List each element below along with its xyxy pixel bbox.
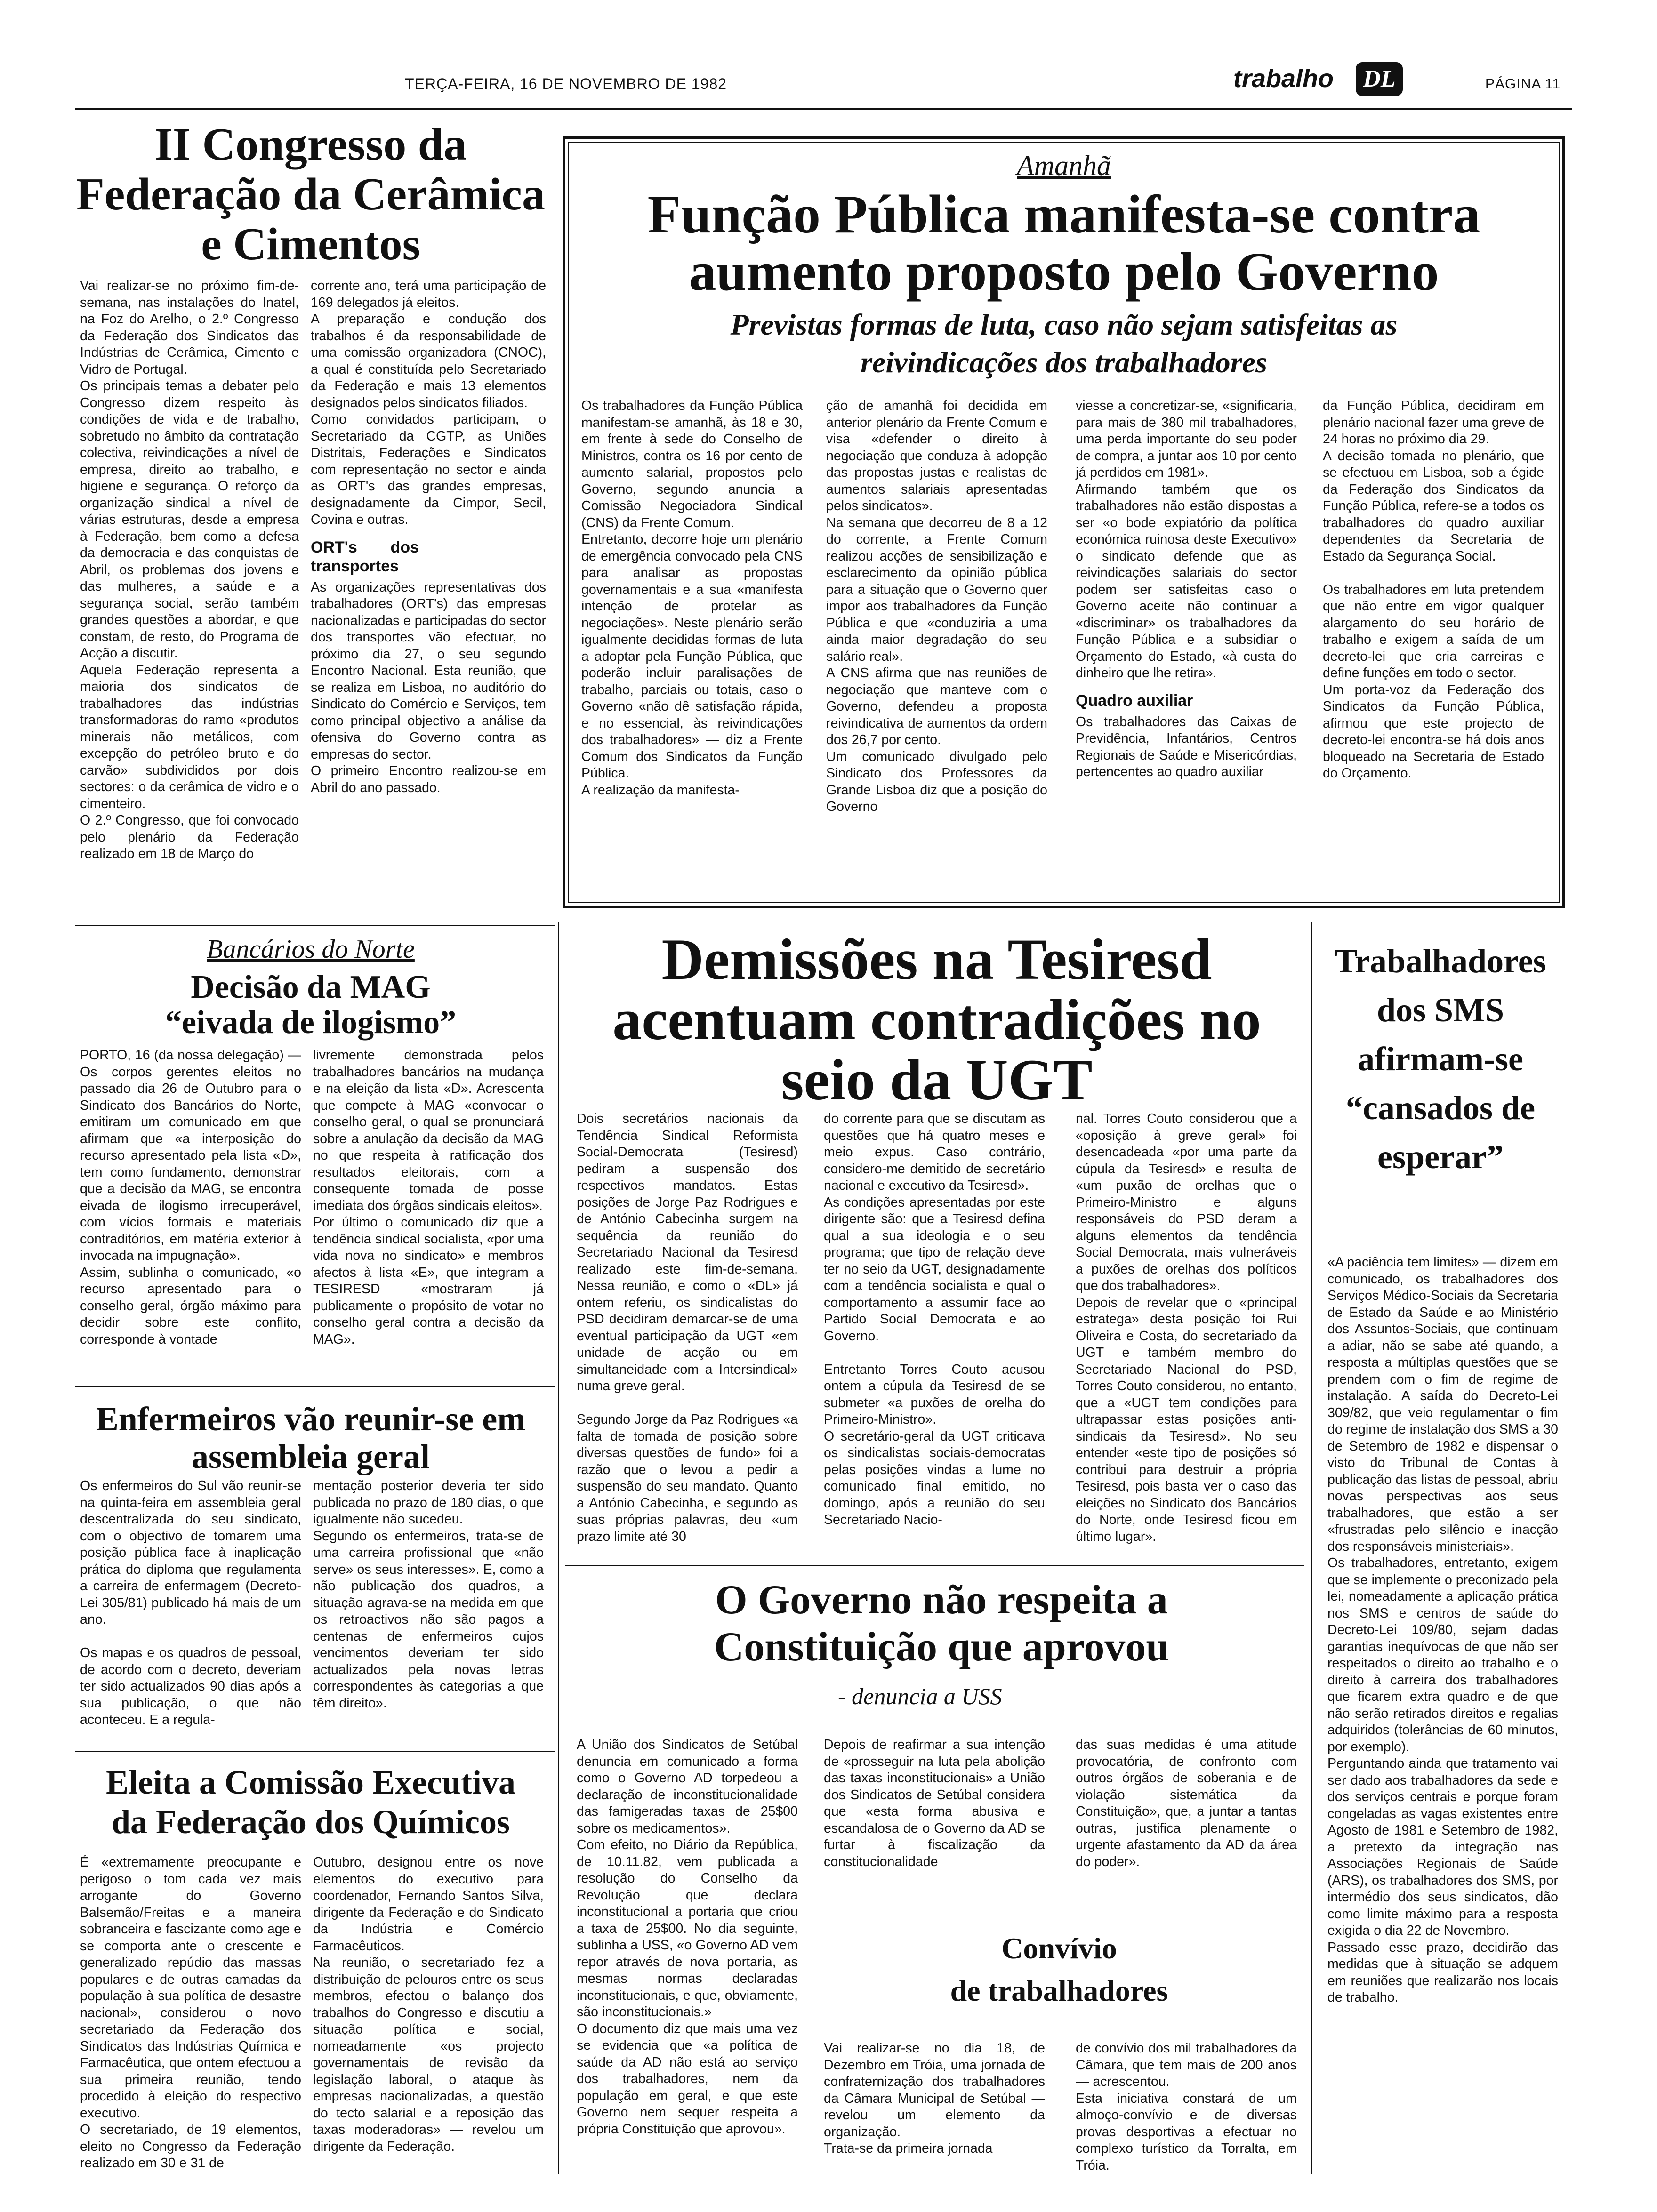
headline-quimicos: Eleita a Comissão Executiva da Federação dos Químicos <box>106 1763 515 1841</box>
a3-kicker: Bancários do Norte <box>207 935 415 964</box>
column-rule-right <box>1311 922 1312 2174</box>
section-name: trabalho <box>1233 64 1334 93</box>
headline-convivio-2: de trabalhadores <box>950 1974 1168 2007</box>
headline-constituicao: O Governo não respeita a Constituição que aprovou <box>714 1577 1169 1670</box>
a2-col1: Os trabalhadores da Função Pública manifestam-se amanhã, às 18 e 30, em frente à sede do Conselho de Ministros, contra os 16 por cento de aumento salarial, propostos pelo Governo, segundo anuncia a Comissão Negociadora Sindical (CNS) da Frente Comum. Entretanto, decorre hoje um plenário de emergência convocado pela CNS para analisar as propostas governamentais e a sua «manifesta intenção de protelar as negociações». Neste plenário serão igualmente decididas formas de luta a adoptar pela Função Pública, que poderão incluir paralisações de trabalho, parciais ou totais, caso o Governo «não dê satisfação rápida, e no essencial, às reivindicações dos trabalhadores» — diz a Frente Comum dos Sindicatos da Função Pública. A realização da manifesta- <box>581 398 803 798</box>
a6-col3: nal. Torres Couto considerou que a «oposição à greve geral» foi desencadeada «por uma parte da cúpula da Tesiresd» e resulta de «um puxão de orelhas que o Primeiro-Ministro e alguns responsáveis do PSD deram a alguns elementos da tendência Social Democrata, mais vulneráveis a puxões de orelhas dos políticos que dos trabalhadores». Depois de revelar que o «principal estratega» desta posição foi Rui Oliveira e Costa, do secretariado da UGT e também membro do Secretariado Nacional do PSD, Torres Couto considerou, no entanto, que a «UGT tem condições para ultrapassar estas posições anti-sindicais da Tesiresd». No seu entender «este tipo de posições só contribui para destruir a própria Tesiresd, pois basta ver o caso das eleições no Sindicato dos Bancários do Norte, onde Tesiresd ficou em último lugar». <box>1076 1111 1297 1544</box>
a6-col1: Dois secretários nacionais da Tendência Sindical Reformista Social-Democrata (Tesiresd) pediram a suspensão dos respectivos mandatos. Estas posições de Jorge Paz Rodrigues e de António Cabecinha surgem na sequência da reunião do Secretariado Nacional da Tesiresd realizado este fim-de-semana. Nessa reunião, e como o «DL» já ontem referiu, os sindicalistas do PSD decidiram demarcar-se de uma eventual participação da UGT «em unidade de acção ou em simultaneidade com a Intersindical» numa greve geral. Segundo Jorge da Paz Rodrigues «a falta de tomada de posição sobre diversas questões de fundo» foi a razão que o levou a pedir a suspensão do seu mandato. Quanto a António Cabecinha, e segundo as suas próprias palavras, deu «um prazo limite até 30 <box>577 1111 798 1544</box>
page-number: PÁGINA 11 <box>1485 76 1561 92</box>
a2-col2: ção de amanhã foi decidida em anterior plenário da Frente Comum e visa «defender o direito à negociação que conduza à adopção das propostas justas e realistas de aumentos salariais apresentadas pelos sindicatos». Na semana que decorreu de 8 a 12 do corrente, a Frente Comum realizou acções de sensibilização e esclarecimento da opinião pública para a situação que o Governo quer impor aos trabalhadores da Função Pública e que «conduziria a uma ainda maior degradação do seu salário real». A CNS afirma que nas reuniões de negociação que manteve com o Governo, defendeu a proposta reivindicativa de aumentos da ordem dos 26,7 por cento. Um comunicado divulgado pelo Sindicato dos Professores da Grande Lisboa diz que a posição do Governo <box>826 398 1047 814</box>
a3-col2: livremente demonstrada pelos trabalhadores bancários na mudança e na eleição da lista «D». Acrescenta que compete à MAG «convocar o conselho geral, o qual se pronunciará sobre a anulação da decisão da MAG no que respeita à ratificação dos resultados eleitorais, com a consequente tomada de posse imediata dos órgãos sindicais eleitos». Por último o comunicado diz que a tendência sindical socialista, «por uma vida nova no sindicato» e membros afectos à lista «E», que integram a TESIRESD «mostraram já publicamente o propósito de votar no conselho geral contra a decisão da MAG». <box>313 1048 544 1347</box>
column-rule-left <box>558 922 559 2174</box>
a8-col1: Vai realizar-se no dia 18, de Dezembro em Tróia, uma jornada de confraternização dos trabalhadores da Câmara Municipal de Setúbal — revelou um elemento da organização. Trata-se da primeira jornada <box>824 2041 1045 2156</box>
headline-tesiresd: Demissões na Tesiresd acentuam contradições no seio da UGT <box>612 927 1261 1112</box>
a8-col2: de convívio dos mil trabalhadores da Câmara, que tem mais de 200 anos — acrescentou. Esta iniciativa constará de um almoço-convívio e de diversas provas desportivas a efectuar no complexo turístico da Torralta, em Tróia. <box>1076 2041 1297 2173</box>
page-header <box>0 66 1657 104</box>
a7-col3: das suas medidas é uma atitude provocatória, de confronto com outros órgãos de soberania e de violação sistemática da Constituição», que, a juntar a tantas outras, justifica plenamente o urgente afastamento da AD da área do poder». <box>1076 1737 1297 1869</box>
a1-col1: Vai realizar-se no próximo fim-de-semana, nas instalações do Inatel, na Foz do Arelho, o 2.º Congresso da Federação dos Sindicatos das Indústrias de Cerâmica, Cimento e Vidro de Portugal. Os principais temas a debater pelo Congresso dizem respeito às condições de vida e de trabalho, sobretudo no âmbito da contratação colectiva, reivindicações a nível de empresa, direito ao trabalho, e higiene e segurança. O reforço da organização sindical a nível de várias estruturas, desde a empresa à Federação, bem como a defesa da democracia e das conquistas de Abril, os problemas dos jovens e das mulheres, a saúde e a segurança social, serão também grandes questões a abordar, e que constam, de resto, do Programa de Acção a discutir. Aquela Federação representa a maioria dos sindicatos de trabalhadores das indústrias transformadoras do ramo «produtos minerais não metálicos, com excepção do petróleo bruto e do carvão» subdivididos por dois sectores: o da cerâmica de vidro e o cimenteiro. O 2.º Congresso, que foi convocado pelo plenário da Federação realizado em 18 de Março do <box>80 278 299 861</box>
headline-mag: Decisão da MAG <box>191 969 431 1005</box>
a2-col3-text-b: Os trabalhadores das Caixas de Previdência, Infantários, Centros Regionais de Saúde e Misericórdias, pertencentes ao quadro auxiliar <box>1076 714 1297 779</box>
headline-ceramica: II Congresso da Federação da Cerâmica e Cimentos <box>76 119 545 270</box>
headline-enfermeiros: Enfermeiros vão reunir-se em assembleia geral <box>96 1400 526 1475</box>
a1-col2 <box>311 278 546 796</box>
a9-col: «A paciência tem limites» — dizem em comunicado, os trabalhadores dos Serviços Médico-Sociais da Secretaria de Estado da Saúde e ao Ministério dos Assuntos-Sociais, que continuam a adiar, não se sabe até quando, a resposta a múltiplas questões que se prendem com o fim de regime de instalação. A saída do Decreto-Lei 309/82, que veio regulamentar o fim do regime de instalação dos SMS a 30 de Setembro de 1982 e dispensar o visto do Tribunal de Contas à publicação das listas de pessoal, abriu novas perspectivas aos seus trabalhadores, que estão a ser «frustradas pelo silêncio e inacção dos responsáveis ministeriais». Os trabalhadores, entretanto, exigem que se implemente o preconizado pela lei, nomeadamente a aplicação prática nos SMS e centros de saúde do Decreto-Lei 109/80, sejam dadas garantias inequívocas de que não ser respeitados o direito ao trabalho e o direito à carreira dos trabalhadores que ficarem extra quadro e de que não serão retirados direitos e regalias adquiridos (tolerâncias de 60 minutos, por exemplo). Perguntando ainda que tratamento vai ser dado aos trabalhadores da sede e dos serviços centrais e porque foram congeladas as vagas existentes entre Agosto de 1981 e Setembro de 1982, a pretexto da integração nas Associações Regionais de Saúde (ARS), os trabalhadores dos SMS, por intermédio dos seus sindicatos, dão como limite máximo para a resposta exigida o dia 22 de Novembro. Passado esse prazo, decidirão das medidas que à situação se adquem em reuniões que realizarão nos locais de trabalho. <box>1327 1255 1558 2005</box>
header-rule <box>75 108 1572 110</box>
headline-mag-2: “eivada de ilogismo” <box>165 1004 457 1041</box>
a7-col2: Depois de reafirmar a sua intenção de «prosseguir na luta pela abolição das taxas inconstitucionais» a União dos Sindicatos de Setúbal considera que «esta forma abusiva e escandalosa de o Governo da AD se furtar à fiscalização da constitucionalidade <box>824 1737 1045 1869</box>
header-date: TERÇA-FEIRA, 16 DE NOVEMBRO DE 1982 <box>405 75 727 92</box>
headline-funcao-publica: Função Pública manifesta-se contra aumento proposto pelo Governo <box>647 184 1480 302</box>
a2-kicker: Amanhã <box>1017 150 1111 181</box>
divider-a5 <box>75 1751 555 1752</box>
a2-deck: Previstas formas de luta, caso não sejam satisfeitas as reivindicações dos trabalhadores <box>730 308 1398 379</box>
divider-a3 <box>75 925 555 926</box>
a4-col1: Os enfermeiros do Sul vão reunir-se na quinta-feira em assembleia geral descentralizada do seu sindicato, com o objectivo de tomarem uma posição pública face à inaplicação prática do diploma que regulamenta a carreira de enfermagem (Decreto-Lei 305/81) publicado há mais de um ano. Os mapas e os quadros de pessoal, de acordo com o decreto, deveriam ter sido actualizados 90 dias após a sua publicação, o que não aconteceu. E a regula- <box>80 1478 301 1727</box>
a2-col4: da Função Pública, decidiram em plenário nacional fazer uma greve de 24 horas no próximo dia 29. A decisão tomada no plenário, que se efectuou em Lisboa, sob a égide da Federação dos Sindicatos da Função Pública, refere-se a todos os trabalhadores do quadro auxiliar dependentes da Secretaria de Estado da Segurança Social. Os trabalhadores em luta pretendem que não entre em vigor qualquer alargamento do seu horário de trabalho e exigem a saída de um decreto-lei que cria carreiras e define funções em todo o sector. Um porta-voz da Federação dos Sindicatos da Função Pública, afirmou que este projecto de decreto-lei encontra-se há dois anos bloqueado na Secretaria de Estado do Orçamento. <box>1323 398 1544 781</box>
divider-a4 <box>75 1386 555 1387</box>
headline-convivio: Convívio <box>1001 1931 1117 1965</box>
a2-col3 <box>1076 398 1297 781</box>
a7-deck: - denuncia a USS <box>838 1683 1002 1709</box>
a6-col2: do corrente para que se discutam as questões que há quatro meses e meio expus. Caso contrário, considero-me demitido de secretário nacional e executivo da Tesiresd». As condições apresentadas por este dirigente são: que a Tesiresd defina qual a sua ideologia e o seu programa; que tipo de relação deve ter no seio da UGT, designadamente com a tendência socialista e qual o comportamento a assumir face ao Partido Social Democrata e ao Governo. Entretanto Torres Couto acusou ontem a cúpula da Tesiresd de se submeter «a puxões de orelha do Primeiro-Ministro». O secretário-geral da UGT criticava os sindicalistas sociais-democratas pelas posições vindas a lume no comunicado final emitido, no domingo, após a reunião do seu Secretariado Nacio- <box>824 1111 1045 1527</box>
headline-sms: Trabalhadores dos SMS afirmam-se “cansados de esperar” <box>1335 942 1546 1176</box>
a4-col2: mentação posterior deveria ter sido publicada no prazo de 180 dias, o que igualmente não sucedeu. Segundo os enfermeiros, trata-se de uma carreira profissional que «não serve» os seus interesses». E, como a não publicação dos quadros, a situação agrava-se na medida em que os retroactivos não são pagos a centenas de enfermeiros cujos vencimentos deveriam ter sido actualizados pela novas letras correspondentes às categorias a que têm direito». <box>313 1478 544 1711</box>
a7-col1: A União dos Sindicatos de Setúbal denuncia em comunicado a forma como o Governo AD torpedeou a declaração de inconstitucionalidade das famigeradas taxas de 25$00 sobre os medicamentos». Com efeito, no Diário da República, de 10.11.82, vem publicada a resolução do Conselho da Revolução que declara inconstitucional a portaria que criou a taxa de 25$00. No dia seguinte, sublinha a USS, «o Governo AD vem repor através de nova portaria, as mesmas normas declaradas inconstitucionais, e que, obviamente, são inconstitucionais.» O documento diz que mais uma vez se evidencia que «a política de saúde da AD não está ao serviço dos trabalhadores, nem da população em geral, e que este Governo nem sequer respeita a própria Constituição que aprovou». <box>577 1737 798 2137</box>
divider-a7 <box>565 1565 1304 1566</box>
a5-col2: Outubro, designou entre os nove elementos do executivo para coordenador, Fernando Santos Silva, dirigente da Federação e do Sindicato da Indústria e Comércio Farmacêuticos. Na reunião, o secretariado fez a distribuição de pelouros entre os seus membros, efectou o balanço dos trabalhos do Congresso e discutiu a situação política e social, nomeadamente «os projecto governamentais de revisão da legislação laboral, o ataque às empresas nacionalizadas, a questão do tecto salarial e a reposição das taxas moderadoras» — revelou um dirigente da Federação. <box>313 1855 544 2154</box>
a1-col2-text: corrente ano, terá uma participação de 169 delegados já eleitos. A preparação e condução dos trabalhos é da responsabilidade de uma comissão organizadora (CNOC), a qual é constituída pelo Secretariado da Federação e mais 13 elementos designados pelos sindicatos filiados. Como convidados participam, o Secretariado da CGTP, as Uniões Distritais, Federações e Sindicatos com representação no sector e ainda as ORT's das grandes empresas, designadamente da Cimpor, Secil, Covina e outras. <box>311 278 546 527</box>
a1-col2-text-b: As organizações representativas dos trabalhadores (ORT's) das empresas nacionalizadas e participadas do sector dos transportes vão efectuar, no próximo dia 27, o seu segundo Encontro Nacional. Esta reunião, que se realiza em Lisboa, no auditório do Sindicato do Comércio e Serviços, tem como principal objectivo a análise da ofensiva do Governo contra as empresas do sector. O primeiro Encontro realizou-se em Abril do ano passado. <box>311 579 546 795</box>
newspaper-logo: DL <box>1356 62 1403 96</box>
a1-subhead: ORT's dos transportes <box>311 538 419 575</box>
a3-col1: PORTO, 16 (da nossa delegação) — Os corpos gerentes eleitos no passado dia 26 de Outubro para o Sindicato dos Bancários do Norte, emitiram um comunicado em que afirmam que «a interposição do recurso apresentado pela lista «D», tem como fundamento, demonstrar que a decisão da MAG, se encontra eivada de ilogismo irrecuperável, com vícios formais e materiais contraditórios, em matéria exterior à invocada na impugnação». Assim, sublinha o comunicado, «o recurso apresentado para o conselho geral, órgão máximo para decidir sobre este conflito, corresponde à vontade <box>80 1048 301 1347</box>
a2-subhead: Quadro auxiliar <box>1076 691 1193 710</box>
a5-col1: É «extremamente preocupante e perigoso o tom cada vez mais arrogante do Governo Balsemão/Freitas e a maneira sobranceira e fascizante como age e se comporta ante o crescente e generalizado repúdio das massas populares e de outras camadas da população à sua política de desastre nacional», considerou o novo secretariado da Federação dos Sindicatos das Indústrias Química e Farmacêutica, que ontem efectuou a sua primeira reunião, tendo procedido à eleição do respectivo executivo. O secretariado, de 19 elementos, eleito no Congresso da Federação realizado em 30 e 31 de <box>80 1855 301 2171</box>
a2-col3-text: viesse a concretizar-se, «significaria, para mais de 380 mil trabalhadores, uma perda importante do seu poder de compra, a juntar aos 10 por cento já perdidos em 1981». Afirmando também que os trabalhadores não estão dispostas a ser «o bode expiatório da política económica ruinosa deste Executivo» o sindicato defende que as reivindicações salariais do sector podem ser satisfeitas caso o Governo aceite não continuar a «discriminar» os trabalhadores da Função Pública e a subsidiar o Orçamento do Estado, «à custa do dinheiro que lhe retira». <box>1076 398 1297 681</box>
